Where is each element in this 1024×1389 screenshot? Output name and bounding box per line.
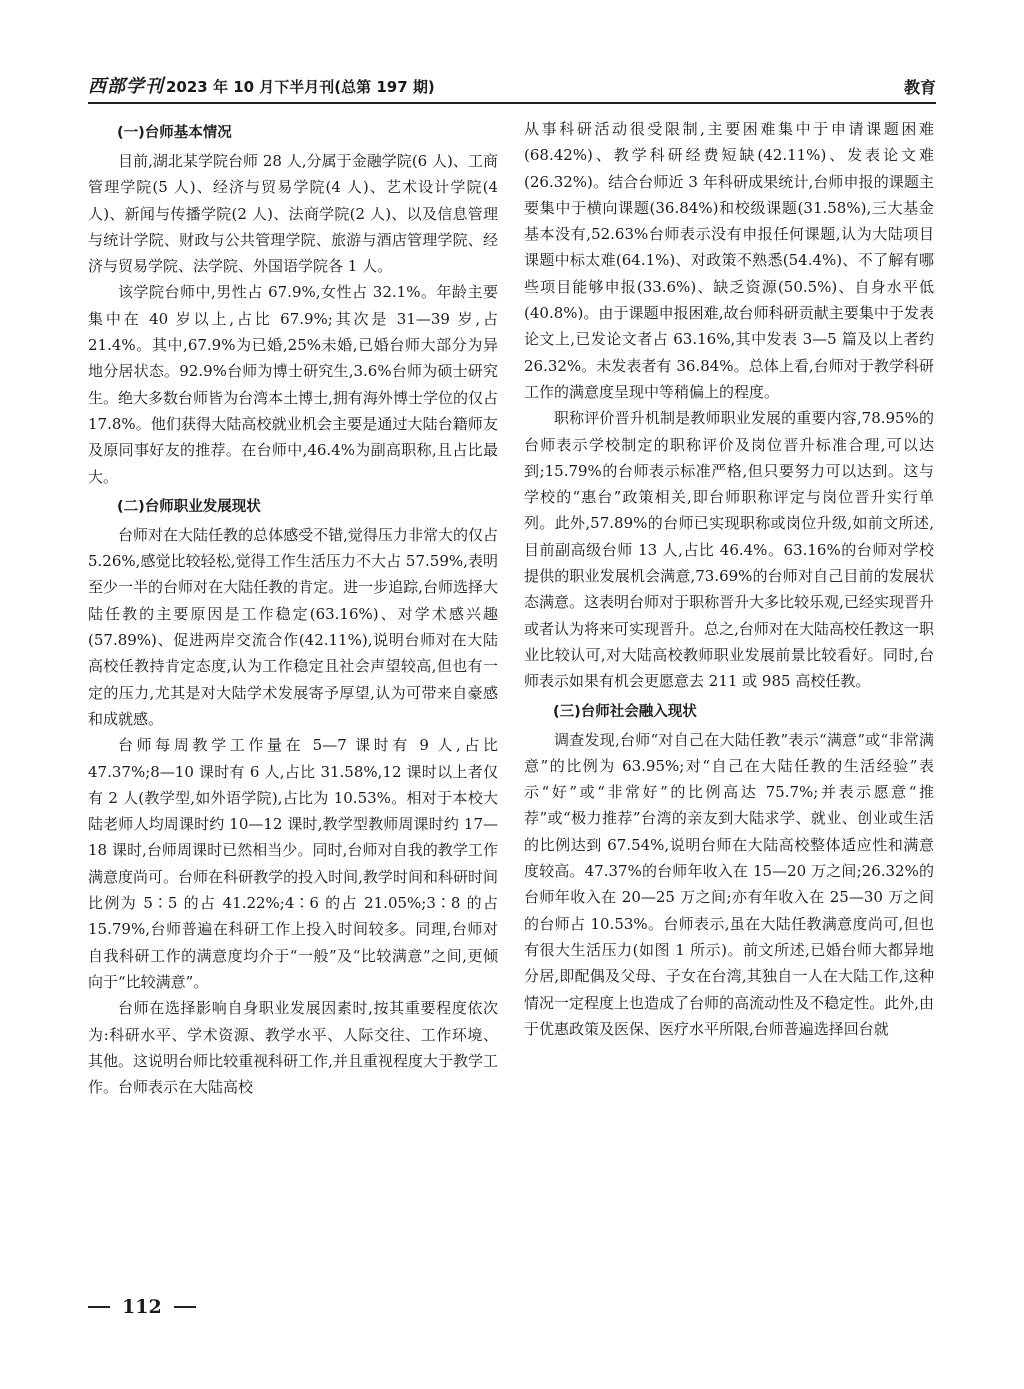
paragraph: 台师在选择影响自身职业发展因素时,按其重要程度依次为:科研水平、学术资源、教学水平、人际交往、工作环境、其他。这说明台师比较重视科研工作,并且重视程度大于教学工作。台师表示在大陆高校 — [88, 999, 498, 1097]
page-footer — [88, 1296, 196, 1318]
paragraph-continued: 从事科研活动很受限制,主要困难集中于申请课题困难(68.42%)、教学科研经费短缺(42.11%)、发表论文难(26.32%)。结合台师近 3 年科研成果统计,台师申报的课题主要集中于横向课题(36.84%)和校级课题(31.58%),三大基金基本没有,52.63%台师表示没有申报任何课题,认为大陆项目课题中标太难(64.1%)、对政策不熟悉(54.4%)、不了解有哪些项目能够申报(33.6%)、缺乏资源(50.5%)、自身水平低(40.8%)。由于课题申报困难,故台师科研贡献主要集中于发表论文上,已发论文者占 63.16%,其中发表 3—5 篇及以上者约 26.32%。未发表者有 36.84%。总体上看,台师对于教学科研工作的满意度呈现中等稍偏上的程度。 — [524, 120, 934, 401]
journal-info — [88, 72, 435, 102]
page-number: 112 — [122, 1296, 162, 1318]
footer-dash — [88, 1306, 110, 1308]
section-name: 教育 — [903, 78, 936, 97]
running-header — [88, 70, 936, 104]
paragraph: 目前,湖北某学院台师 28 人,分属于金融学院(6 人)、工商管理学院(5 人)、经济与贸易学院(4 人)、艺术设计学院(4 人)、新闻与传播学院(2 人)、法商学院(2 人)、以及信息管理与统计学院、财政与公共管理学院、旅游与酒店管理学院、经济与贸易学院、法学院、外国语学院各 1 人。 — [88, 152, 498, 276]
paragraph: 职称评价晋升机制是教师职业发展的重要内容,78.95%的台师表示学校制定的职称评价及岗位晋升标准合理,可以达到;15.79%的台师表示标准严格,但只要努力可以达到。这与学校的“惠台”政策相关,即台师职称评定与岗位晋升实行单列。此外,57.89%的台师已实现职称或岗位升级,如前文所述,目前副高级台师 13 人,占比 46.4%。63.16%的台师对学校提供的职业发展机会满意,73.69%的台师对自己目前的发展状态满意。这表明台师对于职称晋升大多比较乐观,已经实现晋升或者认为将来可实现晋升。总之,台师对在大陆高校任教这一职业比较认可,对大陆高校教师职业发展前景比较看好。同时,台师表示如果有机会更愿意去 211 或 985 高校任教。 — [524, 409, 934, 691]
paragraph: 台师对在大陆任教的总体感受不错,觉得压力非常大的仅占 5.26%,感觉比较轻松,觉得工作生活压力不大占 57.59%,表明至少一半的台师对在大陆任教的肯定。进一步追踪,台师选择大陆任教的主要原因是工作稳定(63.16%)、对学术感兴趣(57.89%)、促进两岸交流合作(42.11%),说明台师对在大陆高校任教持肯定态度,认为工作稳定且社会声望较高,但也有一定的压力,尤其是对大陆学术发展寄予厚望,认为可带来自豪感和成就感。 — [88, 525, 498, 728]
right-column — [524, 116, 934, 1042]
issue-info: 2023 年 10 月下半月刊(总第 197 期) — [166, 78, 435, 96]
subheading-career-development: (二)台师职业发展现状 — [117, 498, 261, 515]
paragraph: 该学院台师中,男性占 67.9%,女性占 32.1%。年龄主要集中在 40 岁以上,占比 67.9%;其次是 31—39 岁,占 21.4%。其中,67.9%为已婚,25%未婚,已婚台师大部分为异地分居状态。92.9%台师为博士研究生,3.6%台师为硕士研究生。绝大多数台师皆为台湾本土博士,拥有海外博士学位的仅占 17.8%。他们获得大陆高校就业机会主要是通过大陆台籍师友及原同事好友的推荐。在台师中,46.4%为副高职称,且占比最大。 — [88, 283, 498, 486]
subheading-social-integration: (三)台师社会融入现状 — [553, 703, 697, 720]
left-column — [88, 116, 498, 1100]
subheading-basic-info: (一)台师基本情况 — [117, 125, 232, 141]
journal-logo: 西部学刊 — [88, 76, 164, 97]
paragraph: 调查发现,台师“对自己在大陆任教”表示“满意”或“非常满意”的比例为 63.95%;对“自己在大陆任教的生活经验”表示“好”或“非常好”的比例高达 75.7%;并表示愿意“推荐”或“极力推荐”台湾的亲友到大陆求学、就业、创业或生活的比例达到 67.54%,说明台师在大陆高校整体适应性和满意度较高。47.37%的台师年收入在 15—20 万之间;26.32%的台师年收入在 20—25 万之间;亦有年收入在 25—30 万之间的台师占 10.53%。台师表示,虽在大陆任教满意度尚可,但也有很大生活压力(如图 1 所示)。前文所述,已婚台师大都异地分居,即配偶及父母、子女在台湾,其独自一人在大陆工作,这种情况一定程度上也造成了台师的高流动性及不稳定性。此外,由于优惠政策及医保、医疗水平所限,台师普遍选择回台就 — [524, 730, 934, 1038]
footer-dash — [174, 1306, 196, 1308]
paragraph: 台师每周教学工作量在 5—7 课时有 9 人,占比 47.37%;8—10 课时有 6 人,占比 31.58%,12 课时以上者仅有 2 人(教学型,如外语学院),占比为 10.53%。相对于本校大陆老师人均周课时约 10—12 课时,教学型教师周课时约 17—18 课时,台师周课时已然相当少。同时,台师对自我的教学工作满意度尚可。台师在科研教学的投入时间,教学时间和科研时间比例为 5∶5 的占 41.22%;4∶6 的占 21.05%;3∶8 的占 15.79%,台师普遍在科研工作上投入时间较多。同理,台师对自我科研工作的满意度均介于“一般”及“比较满意”之间,更倾向于“比较满意”。 — [88, 736, 498, 991]
